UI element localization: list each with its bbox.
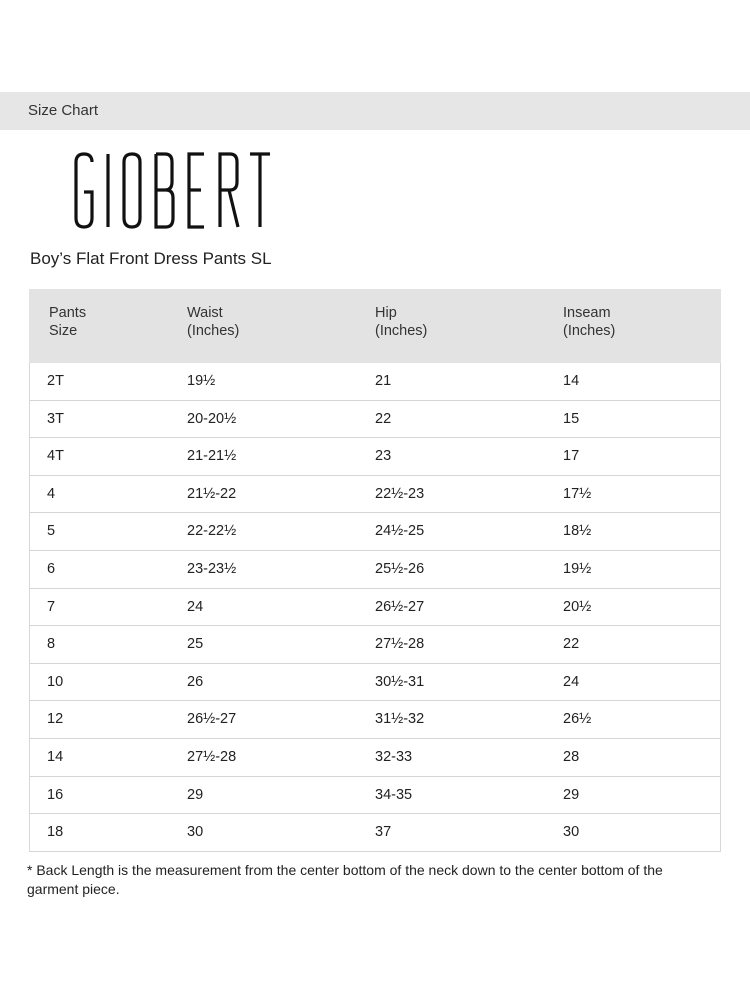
table-cell: 30½-31 [375,673,425,690]
table-cell: 21½-22 [187,485,237,502]
table-row [30,551,720,589]
table-cell: 31½-32 [375,711,425,728]
header-hip: Hip (Inches) [375,305,428,339]
table-row [30,664,720,702]
table-row [30,777,720,815]
table-cell: 28 [563,748,580,765]
table-cell: 4T [47,448,64,465]
product-title: Boy’s Flat Front Dress Pants SL [30,249,272,268]
table-cell: 25 [187,636,204,653]
table-cell: 17½ [563,485,592,502]
table-cell: 26 [187,673,204,690]
header-pants-size: Pants Size [49,305,87,339]
table-row [30,814,720,852]
table-cell: 24 [187,598,204,615]
table-cell: 23-23½ [187,560,237,577]
gioberti-logo [74,152,274,230]
size-table [29,289,721,852]
table-cell: 17 [563,448,580,465]
size-chart-label: Size Chart [28,102,99,119]
table-row [30,739,720,777]
table-cell: 21-21½ [187,448,237,465]
table-cell: 8 [47,636,56,653]
header-waist: Waist (Inches) [187,305,240,339]
gioberti-logo-mark [74,152,274,230]
table-row [30,363,720,401]
table-row [30,626,720,664]
table-cell: 15 [563,410,580,427]
table-cell: 27½-28 [375,636,425,653]
table-cell: 7 [47,598,56,615]
table-cell: 20-20½ [187,410,237,427]
table-cell: 24 [563,673,580,690]
table-cell: 20½ [563,598,592,615]
table-cell: 18½ [563,523,592,540]
table-header [29,289,721,363]
table-cell: 22 [563,636,580,653]
table-cell: 2T [47,373,64,389]
table-cell: 3T [47,410,64,427]
table-row [30,513,720,551]
table-cell: 12 [47,711,64,728]
table-cell: 19½ [187,373,216,389]
table-row [30,701,720,739]
table-cell: 22½-23 [375,485,425,502]
table-cell: 23 [375,448,392,465]
table-row [30,438,720,476]
table-cell: 5 [47,523,56,540]
table-cell: 34-35 [375,786,413,803]
table-cell: 4 [47,485,56,502]
table-cell: 16 [47,786,64,803]
table-cell: 14 [563,373,580,389]
table-body [29,363,721,852]
table-cell: 26½-27 [375,598,425,615]
table-cell: 26½-27 [187,711,237,728]
table-cell: 19½ [563,560,592,577]
table-cell: 27½-28 [187,748,237,765]
table-row [30,476,720,514]
table-cell: 30 [187,824,204,841]
table-cell: 22 [375,410,392,427]
table-cell: 22-22½ [187,523,237,540]
table-cell: 14 [47,748,64,765]
table-cell: 25½-26 [375,560,425,577]
table-cell: 30 [563,824,580,841]
table-cell: 29 [563,786,580,803]
table-cell: 32-33 [375,748,413,765]
table-cell: 29 [187,786,204,803]
header-inseam: Inseam (Inches) [563,305,616,339]
table-cell: 10 [47,673,64,690]
size-chart-header-bar [0,92,750,130]
table-cell: 24½-25 [375,523,425,540]
table-row [30,589,720,627]
table-cell: 37 [375,824,392,841]
table-cell: 6 [47,560,56,577]
table-cell: 26½ [563,711,592,728]
table-row [30,401,720,439]
footnote: * Back Length is the measurement from the center bottom of the neck down to the center bottom of the garment piece. [27,862,663,897]
table-cell: 21 [375,373,392,389]
table-cell: 18 [47,824,64,841]
